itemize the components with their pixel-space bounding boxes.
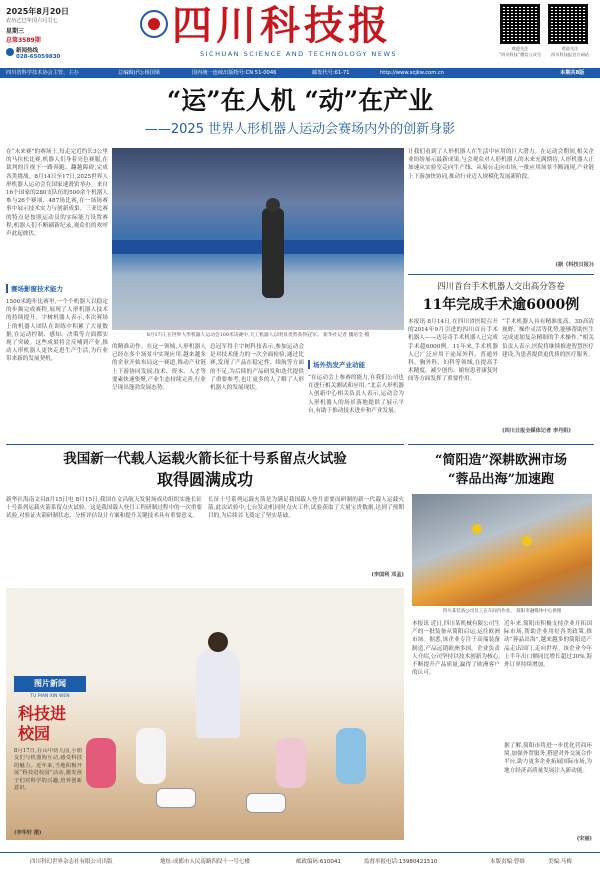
jianyang-body: 本报讯 近日,四川某机械有限公司生产的一批装备从简阳启运,运往欧洲市场。据悉,该企业专注于高端装备制造,产品远销欧洲多国。企业负责人介绍,公司坚持以技术创新为核心,不断提升产品质量,赢得了欧洲客户的认可。 (412, 621, 500, 677)
surgery-source: (四川日报全媒体记者 李丹阳) (502, 428, 571, 434)
issue-number: 总第3589期 (6, 37, 41, 44)
qr1-caption: 欢迎关注 “四川科技”微信公众号 (498, 46, 542, 57)
footer-editor: 本版责编:曾维 (490, 859, 525, 865)
robot-race-photo (112, 148, 404, 330)
rocket-body: 新华社海南文昌8月15日电 8月15日,我国在文昌航天发射场成功组织实施长征十号系列运载火箭系留点火试验。这是我国载人登月工程研制过程中的一次重要试验,对验证火箭研制状态、分析评估设计方案和提升关键技术具有重要意义。 (6, 497, 202, 520)
rocket-body-2: 长征十号系列运载火箭是为满足我国载人登月需要而研制的新一代载人运载火箭,此次试验中,七台发动机同时点火工作,试验获取了大量宝贵数据,达到了预期目的,为后续首飞奠定了坚实基础。 (208, 497, 404, 520)
lead-right-subhead: 场外热发产业动能 (308, 360, 404, 369)
qr2-caption: 欢迎关注 四川科技报官方网站 (551, 46, 589, 57)
footer-postal: 邮政编码:610041 (296, 859, 341, 865)
newspaper-title: 四川科技报 (172, 2, 392, 49)
jianyang-body-2: 近年来,简阳市积极支持企业开拓国际市场,帮助企业用好各类政策,推动“蓉品出海”,越来越多的简阳造产品走出国门,走向世界。该企业今年上半年出口额同比增长超过30%,海外订单持续增加。 (504, 621, 592, 669)
surgery-kicker: 四川首台手术机器人交出高分答卷 (437, 282, 565, 292)
lead-subheadline: ——2025 世界人形机器人运动会赛场内外的创新身影 (144, 122, 456, 137)
page-count: 本期共8版 (560, 70, 585, 76)
lead-mid-column-2: 总冠军得主宇树科技表示,参加运动会是对技术能力的一次全面检验,通过比赛,发现了产品在稳定性、续航等方面的不足,为后续的产品研发和迭代提供了重要参考,也让更多的人了解了人形机器人的发展现状。 (210, 344, 304, 392)
divider (408, 444, 594, 445)
surgery-headline: 11年完成手术逾6000例 (422, 297, 580, 313)
lead-left-column: 在“未来赛”的赛场上,每走完近约长3公里的马拉松比赛,机器人们身着亮色赛服,在裁判的注视下一路奔跑、翻越障碍,完成各类挑战。8月14日至17日,2025世界人形机器人运动会在国家速滑馆举办。来自16个国家的280支队伍的500余个机器人参与26个赛项、487场比赛,在一场场赛事中展示技术实力与创新成果。三亚比赛的特点是按照运动员的实际能力设置赛程,机器人们不断刷新纪录,观众们的欢呼声此起彼伏。 (6, 149, 108, 238)
phone-icon (6, 48, 14, 56)
divider (408, 274, 594, 275)
newspaper-subtitle: SICHUAN SCIENCE AND TECHNOLOGY NEWS (200, 50, 398, 58)
jianyang-body-3: 据了解,简阳市将进一步优化营商环境,加强外贸服务,搭建对外交流合作平台,助力更多企业拓展国际市场,为地方经济高质量发展注入新动能。 (504, 743, 592, 774)
photo-news-tag (14, 676, 86, 692)
footer-hotline: 监督举报电话:13980421510 (364, 859, 438, 865)
footer-address: 地址:成都市人民南路四段十一号七楼 (160, 859, 250, 865)
lead-mid-column-1: 的精准动作。在这一领域,人形机器人已经在多个场景中实现应用,越来越多的企业开始布局这一赛道,推动产业链上下游协同发展,技术、资本、人才等要素快速集聚,产业生态持续完善,行业呈现出蓬勃发展态势。 (112, 344, 206, 392)
wechat-qr-code (500, 4, 540, 44)
footer-printer: 四川科幻世界杂志社有限公司出版 (30, 859, 113, 865)
school-caption: 8月17日,在山中幼儿园,小朋友们与机器狗互动,感受科技的魅力。近年来,当地积极开展“科技进校园”活动,激发孩子们对科学的兴趣,培养创新意识。 (14, 748, 82, 792)
masthead (0, 0, 600, 66)
lead-headline: “运”在人机 “动”在产业 (166, 86, 434, 115)
photo-caption: 8月17日,在世界人形机器人运动会100米决赛中,天工机器人以明显优势获得冠军。 新华社记者 魏培全 摄 (146, 333, 370, 338)
surgery-body: 本报讯 8月14日,在四川省医院召开的2014年9月引进的四川首台手术机器人——达芬奇手术机器人已完成手术超6000例。11年来,手术机器人已广泛应用于泌尿外科、普通外科、胸外科、妇科等领域,在提高手术精度、减少创伤、缩短患者康复时间等方面发挥了重要作用。 (408, 319, 498, 383)
logo-icon (140, 10, 168, 38)
school-headline: 科技进校园 (18, 704, 67, 743)
lunar-date: 农历乙巳年闰六月廿七 (6, 18, 58, 24)
school-source: (李华轩 摄) (14, 830, 42, 836)
jianyang-source: (宋丽) (576, 836, 592, 842)
photo-news-tag-en: TU PIAN XIN WEN (30, 694, 70, 699)
chief-editor: 总编辑(代):杨国梁 (118, 70, 161, 76)
lead-source: (据《科技日报》) (555, 262, 594, 268)
lead-mid-column-3: “在运动会上参赛的能力,在我们公司也在进行相关测试和应用。”北京人形机器人创新中心相关负责人表示,运动会为人形机器人的场景落地提供了展示平台,有助于推动技术进步和产业发展。 (308, 375, 404, 414)
factory-photo (412, 494, 592, 606)
weekday: 星期三 (6, 28, 25, 35)
postcode: 邮发代号:61-71 (312, 70, 350, 76)
lead-left-column-2: 1500米跑步比赛里,一个个机器人以稳定的步频完成赛程,展现了人形机器人技术的持续提升。宇树机器人表示,本次赛场上的机器人团队在训练中积累了大量数据,在运动控制、感知、决策等方面都实现了突破。这些成果将会反哺到产业,推动人形机器人更快走进生产生活,为行业带来新的发展契机。 (6, 299, 108, 363)
hotline-number: 028-65059830 (16, 54, 61, 60)
rocket-headline-2: 取得圆满成功 (156, 470, 253, 489)
divider (6, 444, 404, 445)
footer (0, 852, 600, 870)
website-qr-code (548, 4, 588, 44)
cn-number: 国内统一连续出版物号:CN 51-0046 (192, 70, 277, 76)
jianyang-headline: “简阳造”深耕欧洲市场 (435, 453, 567, 468)
website-link[interactable]: http://www.scjkw.com.cn (380, 70, 445, 76)
rocket-headline: 我国新一代载人运载火箭长征十号系留点火试验 (63, 451, 347, 467)
info-bar (0, 68, 600, 78)
factory-photo-caption: 四川某装备公司员工在车间内作业。 简阳市融媒体中心供图 (442, 609, 562, 614)
lead-left-subhead: 赛场影窗技术能力 (6, 284, 108, 293)
hotline-label: 新闻热线 (16, 48, 39, 54)
date: 2025年8月20日 (6, 7, 69, 16)
rocket-source: (李国利 邓孟) (371, 572, 404, 578)
photo-news-label: 图片新闻 (34, 679, 66, 688)
surgery-body-2: “手术机器人具有精准度高、3D高清视野、操作灵活等优势,能够帮助医生完成更加复杂精细的手术操作。”相关负责人表示,医院将继续推进智慧医疗建设,为患者提供更优质的医疗服务。 (502, 319, 594, 358)
jianyang-headline-2: “蓉品出海”加速跑 (448, 472, 554, 487)
publisher: 四川省科学技术协会主管、主办 (6, 70, 79, 76)
lead-right-column: 让我们看到了人形机器人在生活中应用的巨大潜力。在运动会期间,相关企业纷纷展示最新成果,与会观众对人形机器人的未来充满期待,人形机器人正加速从实验室走向生产线、从展台走向市场,一批应用场景不断涌现,产业链上下游加快协同,推动行业迈入规模化发展新阶段。 (408, 149, 594, 180)
footer-designer: 美编:马梅 (548, 859, 572, 865)
